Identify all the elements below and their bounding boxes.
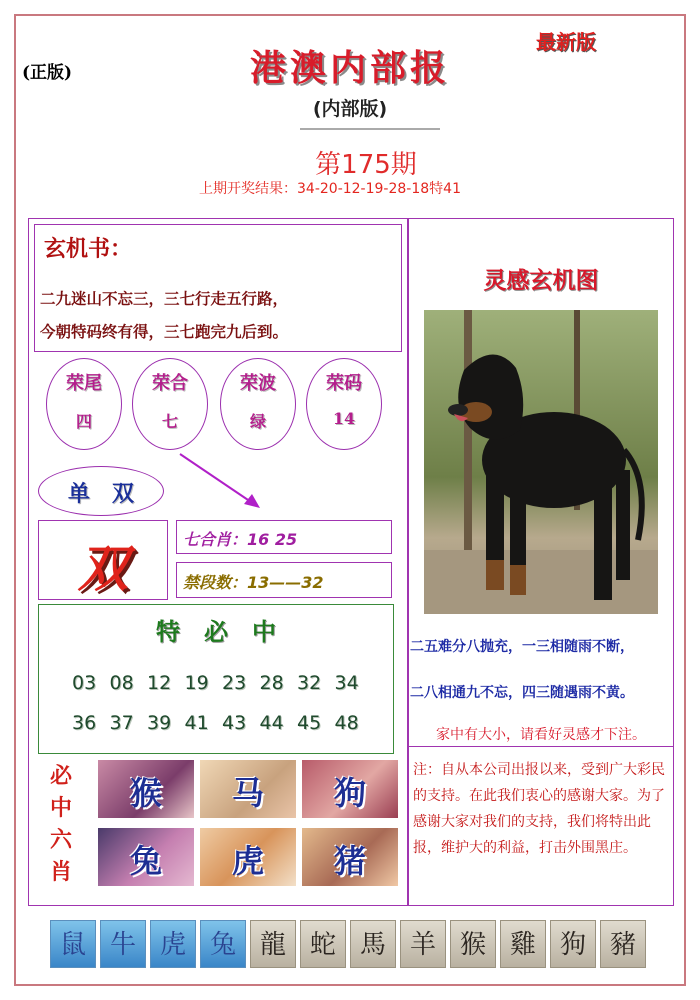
zodiac-tile: 豬 [600, 920, 646, 968]
latest-edition-tag: 最新版 [536, 30, 596, 54]
oval-code [306, 358, 382, 450]
pick-box [38, 520, 168, 600]
row1-number: 32 [297, 672, 322, 694]
zodiac-cell-tiger [200, 828, 296, 886]
row2-number: 48 [334, 712, 359, 734]
last-draw-result: 上期开奖结果：34-20-12-19-28-18特41 [199, 181, 461, 197]
oval-sum [132, 358, 208, 450]
xuanji-heading: 玄机书： [44, 236, 133, 262]
official-tag: (正版) [22, 63, 73, 83]
duan-text: 禁段数：13——32 [183, 573, 324, 592]
qihe-text: 七合肖：16 25 [183, 530, 298, 549]
zodiac-rabbit: 兔 [129, 842, 162, 880]
special-numbers-heading: 特 必 中 [156, 617, 276, 646]
subtitle-divider [300, 128, 440, 130]
notice-text: 注：自从本公司出报以来，受到广大彩民的支持。在此我们衷心的感谢大家。为了感谢大家对我们的支持，我们将特出此报，维护大的利益，打击外围黑庄。 [413, 762, 665, 856]
zodiac-tile: 狗 [550, 920, 596, 968]
zodiac-cell-dog [302, 760, 398, 818]
pick-value: 双 [78, 539, 128, 598]
oval-sum-value: 七 [161, 412, 178, 431]
side-char-4: 肖 [50, 859, 73, 885]
side-char-1: 必 [50, 763, 73, 789]
poem-line-1: 二五难分八抛充，一三相随雨不断， [410, 639, 634, 655]
oval-color-label: 荣波 [240, 373, 276, 394]
odd-even-label: 单 双 [67, 481, 134, 507]
xuanji-line-2: 今朝特码终有得，三七跑完九后到。 [40, 322, 289, 341]
row2-number: 36 [72, 712, 97, 734]
dog-illustration [424, 310, 658, 614]
zodiac-tile: 馬 [350, 920, 396, 968]
row2-number: 41 [184, 712, 209, 734]
zodiac-pig: 猪 [333, 842, 366, 880]
row1-number: 08 [109, 672, 134, 694]
oval-color [220, 358, 296, 450]
zodiac-tile: 牛 [100, 920, 146, 968]
zodiac-cell-horse [200, 760, 296, 818]
oval-sum-label: 荣合 [152, 373, 188, 394]
row1-number: 23 [222, 672, 247, 694]
row2-number: 45 [297, 712, 322, 734]
side-char-2: 中 [50, 795, 73, 821]
row2-number: 37 [109, 712, 134, 734]
xuanji-line-1: 二九迷山不忘三，三七行走五行路， [40, 289, 289, 308]
oval-code-label: 荣码 [326, 373, 362, 394]
poem-line-2: 二八相通九不忘，四三随遇雨不黄。 [410, 685, 634, 701]
zodiac-cell-pig [302, 828, 398, 886]
qihe-box [176, 520, 392, 554]
zodiac-tiger: 虎 [231, 842, 264, 880]
inspiration-heading: 灵感玄机图 [483, 267, 599, 294]
notice-box [408, 746, 674, 906]
duan-box [176, 562, 392, 598]
zodiac-tile: 羊 [400, 920, 446, 968]
oval-code-value: 14 [332, 409, 356, 428]
zodiac-tile: 蛇 [300, 920, 346, 968]
issue-number: 第175期 [315, 150, 417, 180]
zodiac-horse: 马 [231, 774, 264, 812]
side-char-3: 六 [50, 827, 73, 853]
six-zodiac-side-label [50, 760, 76, 888]
row1-number: 19 [184, 672, 209, 694]
zodiac-tile: 鼠 [50, 920, 96, 968]
zodiac-tile: 雞 [500, 920, 546, 968]
row1-number: 12 [147, 672, 172, 694]
zodiac-tile: 龍 [250, 920, 296, 968]
row2-number: 44 [259, 712, 284, 734]
oval-tail-value: 四 [75, 412, 92, 431]
zodiac-tile: 虎 [150, 920, 196, 968]
row1-number: 03 [72, 672, 97, 694]
zodiac-tile: 猴 [450, 920, 496, 968]
zodiac-cell-monkey [98, 760, 194, 818]
odd-even-oval [38, 466, 164, 516]
page-title: 港澳内部报 [249, 47, 450, 89]
zodiac-monkey: 猴 [129, 774, 162, 812]
inspiration-note: 家中有大小，请看好灵感才下注。 [436, 727, 646, 743]
arrow-icon [170, 448, 270, 518]
zodiac-cell-rabbit [98, 828, 194, 886]
subtitle: (内部版) [312, 98, 388, 120]
row2-number: 39 [147, 712, 172, 734]
zodiac-tile: 兔 [200, 920, 246, 968]
oval-tail-label: 荣尾 [66, 373, 102, 394]
oval-color-value: 绿 [249, 412, 266, 431]
row1-number: 28 [259, 672, 284, 694]
row1-number: 34 [334, 672, 359, 694]
zodiac-dog: 狗 [333, 774, 366, 812]
oval-tail [46, 358, 122, 450]
row2-number: 43 [222, 712, 247, 734]
